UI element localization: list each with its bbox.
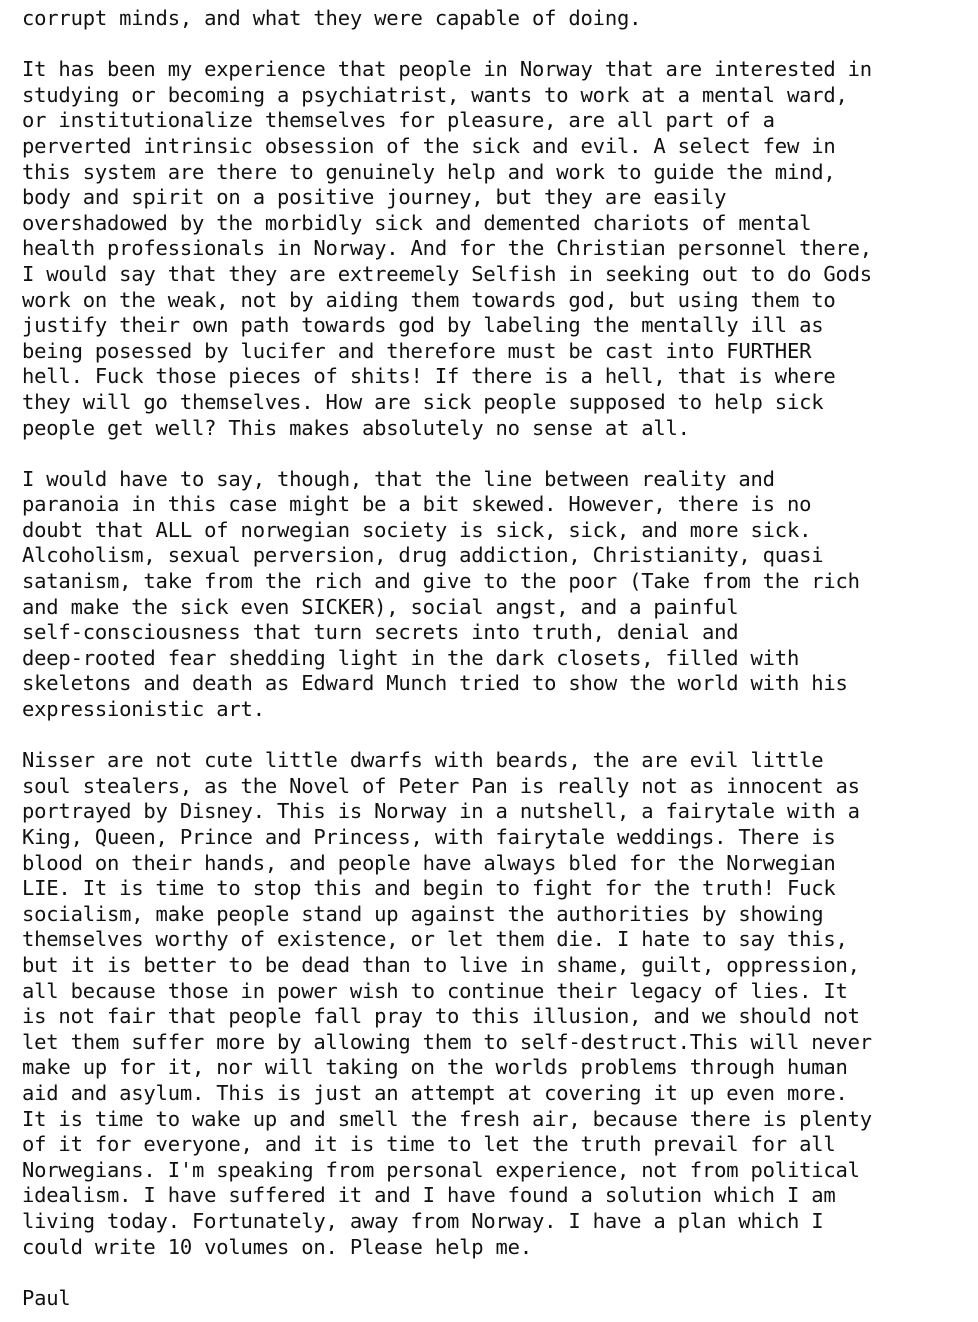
text-line: Nisser are not cute little dwarfs with beards, the are evil little (22, 748, 824, 773)
text-line: justify their own path towards god by labeling the mentally ill as (22, 313, 824, 338)
text-line: could write 10 volumes on. Please help me. (22, 1234, 532, 1259)
text-line: perverted intrinsic obsession of the sick and evil. A select few in (22, 133, 836, 158)
text-line: skeletons and death as Edward Munch tried to show the world with his (22, 671, 848, 696)
text-line: satanism, take from the rich and give to the poor (Take from the rich (22, 569, 860, 594)
text-line: paranoia in this case might be a bit skewed. However, there is no (22, 492, 812, 517)
text-line: self-consciousness that turn secrets into truth, denial and (22, 620, 739, 645)
text-line: work on the weak, not by aiding them towards god, but using them to (22, 287, 836, 312)
paragraph-gap (22, 1260, 972, 1286)
paragraph-3 (22, 748, 972, 1260)
paragraph-gap (22, 723, 972, 749)
text-line: let them suffer more by allowing them to self-destruct.This will never (22, 1029, 872, 1054)
text-line: of it for everyone, and it is time to let the truth prevail for all (22, 1132, 836, 1157)
text-line: body and spirit on a positive journey, but they are easily (22, 185, 727, 210)
text-line: aid and asylum. This is just an attempt at covering it up even more. (22, 1080, 848, 1105)
text-line: I would say that they are extreemely Selfish in seeking out to do Gods (22, 261, 872, 286)
signature: Paul (22, 1285, 71, 1310)
text-line: socialism, make people stand up against the authorities by showing (22, 901, 824, 926)
text-line: It has been my experience that people in Norway that are interested in (22, 57, 872, 82)
text-line: hell. Fuck those pieces of shits! If there is a hell, that is where (22, 364, 836, 389)
letter-body (22, 6, 972, 1311)
text-line: Norwegians. I'm speaking from personal experience, not from political (22, 1157, 860, 1182)
text-line: King, Queen, Prince and Princess, with fairytale weddings. There is (22, 825, 836, 849)
paragraph-1 (22, 57, 972, 441)
paragraph-gap (22, 441, 972, 467)
text-line: It is time to wake up and smell the fresh air, because there is plenty (22, 1106, 872, 1131)
text-line: but it is better to be dead than to live in shame, guilt, oppression, (22, 952, 860, 977)
text-line: overshadowed by the morbidly sick and demented chariots of mental (22, 210, 812, 235)
text-line: blood on their hands, and people have always bled for the Norwegian (22, 850, 836, 875)
text-line: Alcoholism, sexual perversion, drug addiction, Christianity, quasi (22, 543, 824, 568)
text-line: being posessed by lucifer and therefore must be cast into FURTHER (22, 338, 812, 363)
text-line: studying or becoming a psychiatrist, wants to work at a mental ward, (22, 82, 848, 107)
text-line: all because those in power wish to continue their legacy of lies. It (22, 978, 848, 1003)
text-line: LIE. It is time to stop this and begin to fight for the truth! Fuck (22, 876, 836, 901)
text-line: portrayed by Disney. This is Norway in a nutshell, a fairytale with a (22, 799, 860, 824)
text-line: deep-rooted fear shedding light in the dark closets, filled with (22, 645, 800, 670)
text-line: health professionals in Norway. And for the Christian personnel there, (22, 236, 872, 261)
paragraph-gap (22, 32, 972, 58)
paragraph-2 (22, 467, 972, 723)
text-line: they will go themselves. How are sick people supposed to help sick (22, 389, 824, 414)
text-line: is not fair that people fall pray to this illusion, and we should not (22, 1004, 860, 1029)
text-line: and make the sick even SICKER), social angst, and a painful (22, 594, 739, 619)
text-line: people get well? This makes absolutely no sense at all. (22, 415, 690, 440)
intro-line: corrupt minds, and what they were capable of doing. (22, 6, 642, 30)
text-line: expressionistic art. (22, 697, 265, 722)
text-line: living today. Fortunately, away from Norway. I have a plan which I (22, 1208, 824, 1233)
text-line: make up for it, nor will taking on the worlds problems through human (22, 1055, 848, 1080)
text-line: themselves worthy of existence, or let them die. I hate to say this, (22, 927, 848, 952)
text-line: idealism. I have suffered it and I have found a solution which I am (22, 1183, 836, 1208)
text-line: I would have to say, though, that the line between reality and (22, 466, 775, 491)
text-line: doubt that ALL of norwegian society is sick, sick, and more sick. (22, 517, 812, 542)
text-line: this system are there to genuinely help and work to guide the mind, (22, 159, 836, 184)
text-line: soul stealers, as the Novel of Peter Pan is really not as innocent as (22, 773, 860, 798)
text-line: or institutionalize themselves for pleasure, are all part of a (22, 108, 775, 133)
